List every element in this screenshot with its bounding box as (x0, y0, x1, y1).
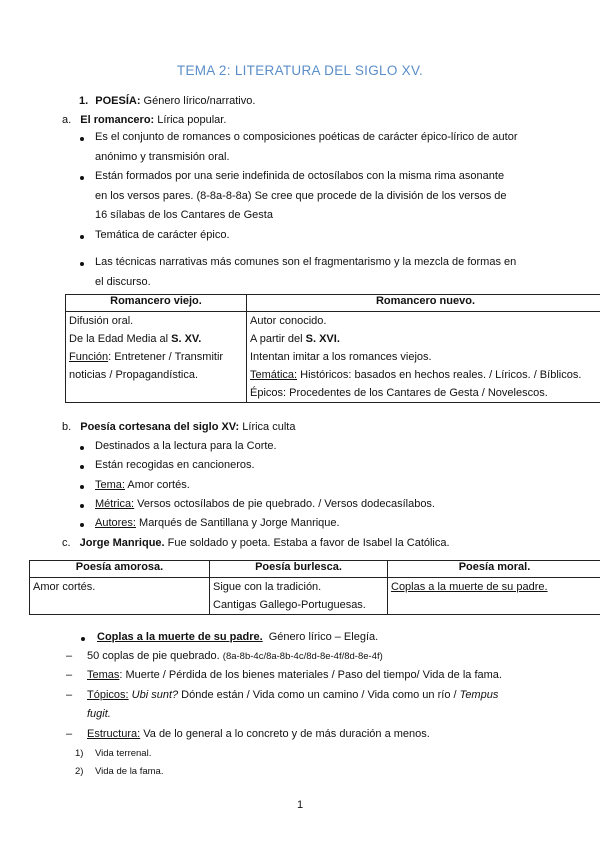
table-cell-romancero-viejo: Difusión oral. De la Edad Media al S. XV. Función: Entretener / Transmitir noticias / Propagandística. (66, 312, 247, 403)
list-item-continuation: fugit. (87, 708, 111, 720)
list-item-continuation: 16 sílabas de los Cantares de Gesta (95, 209, 273, 221)
numbered-marker: 2) (75, 766, 84, 777)
bullet-icon (80, 235, 84, 239)
list-item: Temas: Muerte / Pérdida de los bienes materiales / Paso del tiempo/ Vida de la fama. (87, 669, 502, 681)
numbered-marker: 1) (75, 748, 84, 759)
romancero-table (65, 294, 600, 403)
subsection-jorge-manrique: c. Jorge Manrique. Fue soldado y poeta. Estaba a favor de Isabel la Católica. (62, 537, 450, 549)
list-item: Tópicos: Ubi sunt? Dónde están / Vida como un camino / Vida como un río / Tempus (87, 689, 499, 701)
list-item: Están formados por una serie indefinida de octosílabos con la misma rima asonante (95, 170, 505, 182)
table-header: Poesía moral. (388, 561, 600, 578)
list-item: Están recogidas en cancioneros. (95, 459, 255, 471)
table-cell-amorosa: Amor cortés. (30, 578, 210, 615)
page-number: 1 (296, 799, 304, 811)
bullet-icon (80, 523, 84, 527)
list-item: Métrica: Versos octosílabos de pie quebrado. / Versos dodecasílabos. (95, 498, 435, 510)
list-item: Es el conjunto de romances o composiciones poéticas de carácter épico-lírico de autor (95, 131, 518, 143)
table-cell-moral: Coplas a la muerte de su padre. (388, 578, 600, 615)
bullet-icon (80, 137, 84, 141)
bullet-icon (80, 465, 84, 469)
list-item: Temática de carácter épico. (95, 229, 230, 241)
bullet-icon (81, 637, 85, 641)
manrique-poesia-table (29, 560, 600, 615)
table-cell-romancero-nuevo: Autor conocido. A partir del S. XVI. Intentan imitar a los romances viejos. Temática: Históricos: basados en hechos reales. / Líricos. / Bíblicos. Épicos: Procedentes de los Cantares de Gesta / Novelescos. (247, 312, 600, 403)
list-item: Las técnicas narrativas más comunes son el fragmentarismo y la mezcla de formas en (95, 256, 517, 268)
list-item-continuation: en los versos pares. (8-8a-8-8a) Se cree que procede de la división de los versos de (95, 190, 507, 202)
bullet-icon (80, 446, 84, 450)
list-item: Estructura: Va de lo general a lo concreto y de más duración a menos. (87, 728, 430, 740)
bullet-icon (80, 262, 84, 266)
table-header: Romancero viejo. (66, 295, 247, 312)
page-title: TEMA 2: LITERATURA DEL SIGLO XV. (176, 63, 424, 78)
table-header: Poesía amorosa. (30, 561, 210, 578)
table-cell-burlesca: Sigue con la tradición. Cantigas Gallego-Portuguesas. (210, 578, 388, 615)
bullet-icon (80, 176, 84, 180)
numbered-item: Vida de la fama. (95, 766, 164, 777)
list-item: Autores: Marqués de Santillana y Jorge Manrique. (95, 517, 340, 529)
bullet-icon (80, 485, 84, 489)
list-item: Destinados a la lectura para la Corte. (95, 440, 277, 452)
dash-marker: – (66, 728, 73, 740)
dash-marker: – (66, 689, 73, 701)
subsection-romancero: a. El romancero: Lírica popular. (62, 114, 227, 126)
dash-marker: – (66, 650, 73, 662)
section-heading-poesia: 1. POESÍA: Género lírico/narrativo. (79, 95, 256, 107)
list-item: 50 coplas de pie quebrado. (8a-8b-4c/8a-8b-4c/8d-8e-4f/8d-8e-4f) (87, 650, 383, 662)
table-header: Romancero nuevo. (247, 295, 600, 312)
table-header: Poesía burlesca. (210, 561, 388, 578)
list-item-continuation: anónimo y transmisión oral. (95, 151, 230, 163)
bullet-icon (80, 504, 84, 508)
subsection-poesia-cortesana: b. Poesía cortesana del siglo XV: Lírica culta (62, 421, 296, 433)
list-item-continuation: el discurso. (95, 276, 151, 288)
coplas-heading: Coplas a la muerte de su padre. Género lírico – Elegía. (97, 631, 379, 643)
numbered-item: Vida terrenal. (95, 748, 152, 759)
list-item: Tema: Amor cortés. (95, 479, 190, 491)
dash-marker: – (66, 669, 73, 681)
